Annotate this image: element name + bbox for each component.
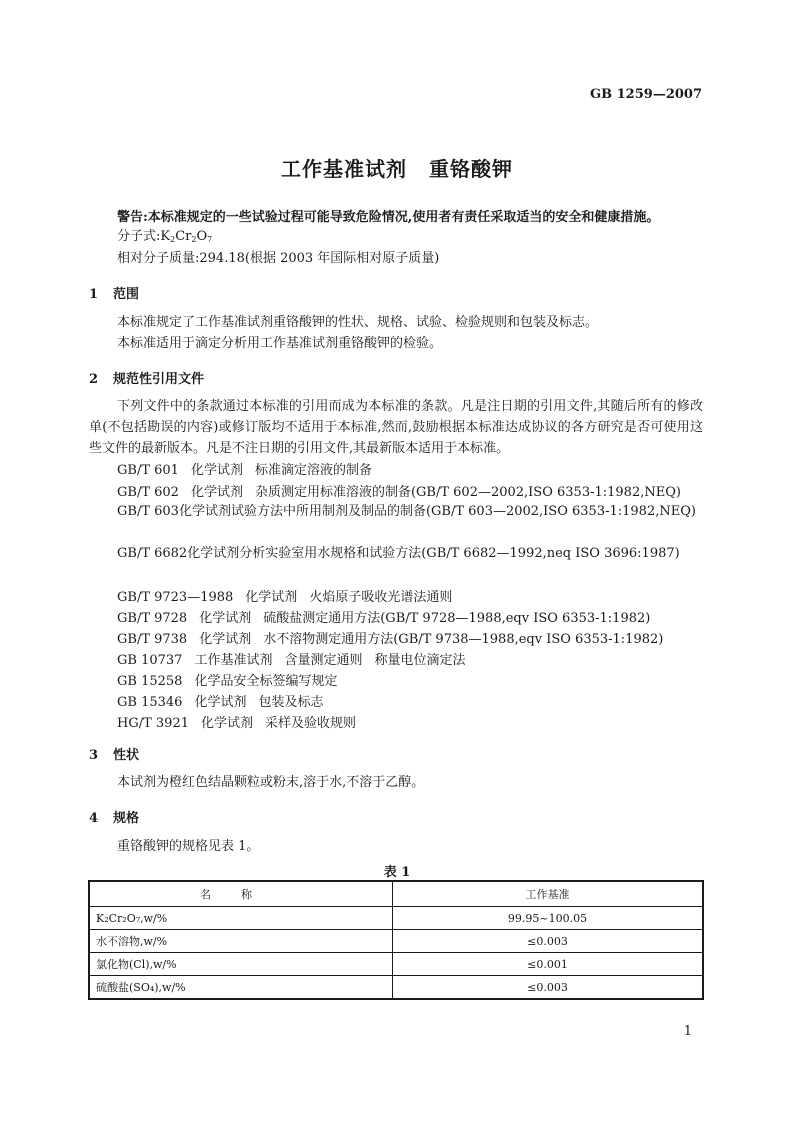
page-number: 1 <box>683 1024 692 1039</box>
section-2-intro: 下列文件中的条款通过本标准的引用而成为本标准的条款。凡是注日期的引用文件,其随后所有的修改单(不包括勘误的内容)或修订版均不适用于本标准,然而,鼓励根据本标准达成协议的各方研究是否可使用这些文件的最新版本。凡是不注日期的引用文件,其最新版本适用于本标准。 <box>89 399 703 456</box>
specification-table <box>88 880 704 1000</box>
reference-item: GB 15258 化学品安全标签编写规定 <box>117 674 338 689</box>
reference-item: GB/T 601 化学试剂 标准滴定溶液的制备 <box>117 463 372 478</box>
reference-item: GB/T 602 化学试剂 杂质测定用标准溶液的制备(GB/T 602—2002,ISO 6353-1:1982,NEQ) <box>117 485 681 500</box>
document-title <box>0 153 794 182</box>
molar-mass: 相对分子质量:294.18(根据 2003 年国际相对原子质量) <box>117 251 440 266</box>
section-3-heading: 3 性状 <box>89 748 140 763</box>
section-4-paragraph: 重铬酸钾的规格见表 1。 <box>117 839 260 854</box>
row-name: 硫酸盐(SO₄),w/% <box>89 976 393 1000</box>
table-row <box>89 976 703 1000</box>
title-part-1: 工作基准试剂 <box>281 157 407 181</box>
section-1-heading: 1 范围 <box>89 287 140 302</box>
row-name: K₂Cr₂O₇,w/% <box>89 907 393 930</box>
column-header-value: 工作基准 <box>393 881 704 907</box>
table-caption: 表 1 <box>383 865 411 880</box>
title-part-2: 重铬酸钾 <box>429 157 513 181</box>
row-value: 99.95~100.05 <box>393 907 704 930</box>
reference-item: GB 10737 工作基准试剂 含量测定通则 称量电位滴定法 <box>117 653 466 668</box>
row-name: 水不溶物,w/% <box>89 930 393 953</box>
reference-item: HG/T 3921 化学试剂 采样及验收规则 <box>117 716 357 731</box>
reference-item: GB/T 6682化学试剂分析实验室用水规格和试验方法(GB/T 6682—1992,neq ISO 3696:1987) <box>117 546 680 561</box>
column-header-name: 名称 <box>89 881 393 907</box>
reference-item: GB/T 9723—1988 化学试剂 火焰原子吸收光谱法通则 <box>117 590 453 605</box>
section-2-heading: 2 规范性引用文件 <box>89 372 205 387</box>
reference-item: GB/T 9738 化学试剂 水不溶物测定通用方法(GB/T 9738—1988,eqv ISO 6353-1:1982) <box>117 632 664 647</box>
section-4-heading: 4 规格 <box>89 811 140 826</box>
table-row <box>89 953 703 976</box>
reference-item: GB/T 9728 化学试剂 硫酸盐测定通用方法(GB/T 9728—1988,eqv ISO 6353-1:1982) <box>117 611 651 626</box>
reference-item: GB/T 603化学试剂试验方法中所用制剂及制品的制备(GB/T 603—2002,ISO 6353-1:1982,NEQ) <box>117 504 696 519</box>
section-1-paragraph-1: 本标准规定了工作基准试剂重铬酸钾的性状、规格、试验、检验规则和包装及标志。 <box>117 315 599 330</box>
section-1-paragraph-2: 本标准适用于滴定分析用工作基准试剂重铬酸钾的检验。 <box>117 336 443 351</box>
safety-warning: 警告:本标准规定的一些试验过程可能导致危险情况,使用者有责任采取适当的安全和健康措施。 <box>117 210 660 225</box>
molecular-formula: 分子式$:K_2Cr_2O_7$ <box>117 229 213 244</box>
standard-code: GB 1259—2007 <box>590 87 702 102</box>
section-3-paragraph: 本试剂为橙红色结晶颗粒或粉末,溶于水,不溶于乙醇。 <box>117 775 425 790</box>
row-value: ≤0.003 <box>393 930 704 953</box>
table-row <box>89 907 703 930</box>
reference-item: GB 15346 化学试剂 包装及标志 <box>117 695 324 710</box>
table-header-row <box>89 881 703 907</box>
row-name: 氯化物(Cl),w/% <box>89 953 393 976</box>
row-value: ≤0.001 <box>393 953 704 976</box>
row-value: ≤0.003 <box>393 976 704 1000</box>
table-row <box>89 930 703 953</box>
